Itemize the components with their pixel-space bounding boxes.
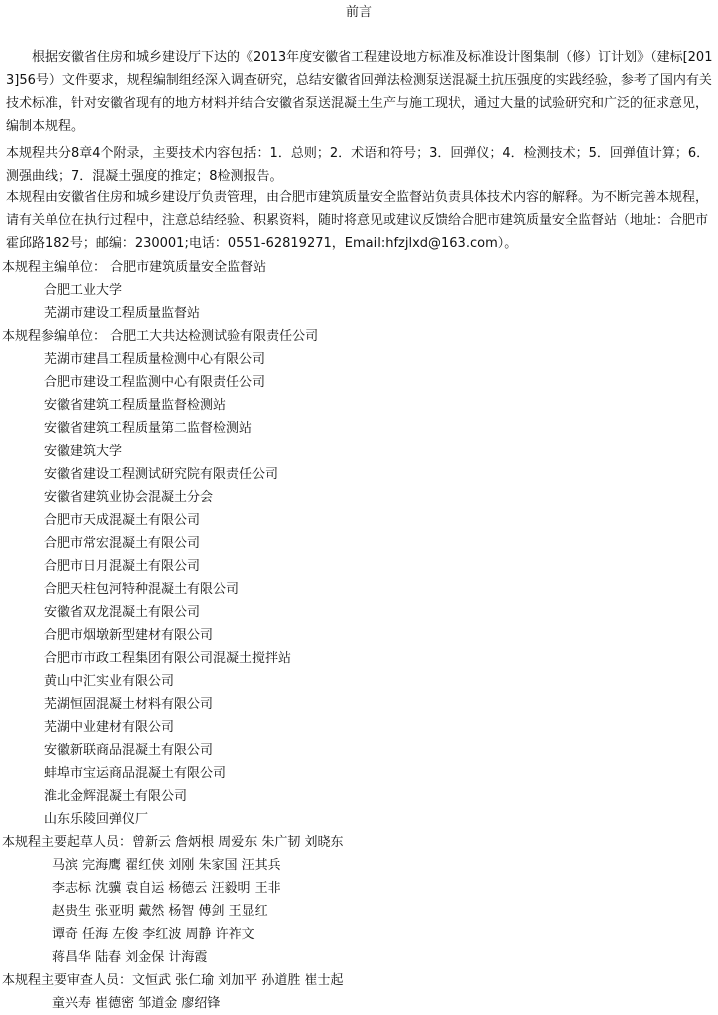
- participating-unit-item: 芜湖市建昌工程质量检测中心有限公司: [44, 352, 266, 367]
- participating-unit-item: 山东乐陵回弹仪厂: [44, 812, 149, 827]
- participating-unit-item: 合肥市日月混凝土有限公司: [44, 559, 201, 574]
- participating-unit-item: 合肥天柱包河特种混凝土有限公司: [44, 582, 240, 597]
- participating-unit-item: 安徽建筑大学: [44, 444, 123, 459]
- participating-unit-item: 淮北金辉混凝土有限公司: [44, 789, 188, 804]
- participating-unit-item: 合肥市常宏混凝土有限公司: [44, 536, 201, 551]
- chief-editor-unit-line: 本规程主编单位： 合肥市建筑质量安全监督站: [2, 260, 267, 275]
- participating-unit-item: 合肥市天成混凝土有限公司: [44, 513, 201, 528]
- participating-unit-item: 芜湖中业建材有限公司: [44, 720, 175, 735]
- reviewers-names: 童兴寿 崔德密 邹道金 廖绍锋: [52, 996, 221, 1011]
- chief-editor-unit-item: 合肥工业大学: [44, 283, 123, 298]
- participating-unit-item: 合肥市建设工程监测中心有限责任公司: [44, 375, 266, 390]
- participating-unit-item: 安徽省建筑工程质量第二监督检测站: [44, 421, 253, 436]
- drafters-names: 马滨 完海鹰 翟红侠 刘刚 朱家国 汪其兵: [52, 858, 281, 873]
- participating-unit-item: 安徽省双龙混凝土有限公司: [44, 605, 201, 620]
- participating-unit-item: 合肥市烟墩新型建材有限公司: [44, 628, 214, 643]
- paragraph-contents: 本规程共分8章4个附录，主要技术内容包括：1．总则；2．术语和符号；3．回弹仪；4．检测技术；5．回弹值计算；6．测强曲线；7．混凝土强度的推定；8检测报告。: [6, 146, 710, 184]
- drafters-names: 赵贵生 张亚明 戴然 杨智 傅剑 王显红: [52, 904, 268, 919]
- participating-unit-item: 芜湖恒固混凝土材料有限公司: [44, 697, 214, 712]
- paragraph-management: 本规程由安徽省住房和城乡建设厅负责管理，由合肥市建筑质量安全监督站负责具体技术内容的解释。为不断完善本规程，请有关单位在执行过程中，注意总结经验、积累资料，随时将意见或建议反馈给合肥市建筑质量安全监督站（地址：合肥市霍邱路182号；邮编：230001;电话：0551-62819271，Email:hfzjlxd@163.com）。: [6, 190, 709, 251]
- participating-unit-item: 安徽省建筑业协会混凝土分会: [44, 490, 214, 505]
- drafters-names: 蒋昌华 陆春 刘金保 计海霞: [52, 950, 208, 965]
- chief-editor-unit-item: 芜湖市建设工程质量监督站: [44, 306, 201, 321]
- reviewers-line: 本规程主要审查人员：文恒武 张仁瑜 刘加平 孙道胜 崔士起: [2, 973, 344, 988]
- participating-unit-item: 安徽新联商品混凝土有限公司: [44, 743, 214, 758]
- drafters-names: 李志标 沈骥 袁自运 杨德云 汪毅明 王非: [52, 881, 281, 896]
- page-title: 前言: [345, 5, 372, 20]
- participating-unit-line: 本规程参编单位： 合肥工大共达检测试验有限责任公司: [2, 329, 319, 344]
- participating-unit-item: 安徽省建筑工程质量监督检测站: [44, 398, 227, 413]
- participating-unit-item: 合肥市市政工程集团有限公司混凝土搅拌站: [44, 651, 292, 666]
- participating-unit-item: 安徽省建设工程测试研究院有限责任公司: [44, 467, 279, 482]
- participating-unit-item: 蚌埠市宝运商品混凝土有限公司: [44, 766, 227, 781]
- drafters-line: 本规程主要起草人员：曾新云 詹炳根 周爱东 朱广韧 刘晓东: [2, 835, 344, 850]
- paragraph-background: 根据安徽省住房和城乡建设厅下达的《2013年度安徽省工程建设地方标准及标准设计图集制（修）订计划》（建标[2013]56号）文件要求，规程编制组经深入调查研究，总结安徽省回弹法检测泵送混凝土抗压强度的实践经验，参考了国内有关技术标准，针对安徽省现有的地方材料并结合安徽省泵送混凝土生产与施工现状，通过大量的试验研究和广泛的征求意见，编制本规程。: [6, 50, 713, 134]
- drafters-names: 谭奇 任海 左俊 李红波 周静 许祚文: [52, 927, 255, 942]
- participating-unit-item: 黄山中汇实业有限公司: [44, 674, 175, 689]
